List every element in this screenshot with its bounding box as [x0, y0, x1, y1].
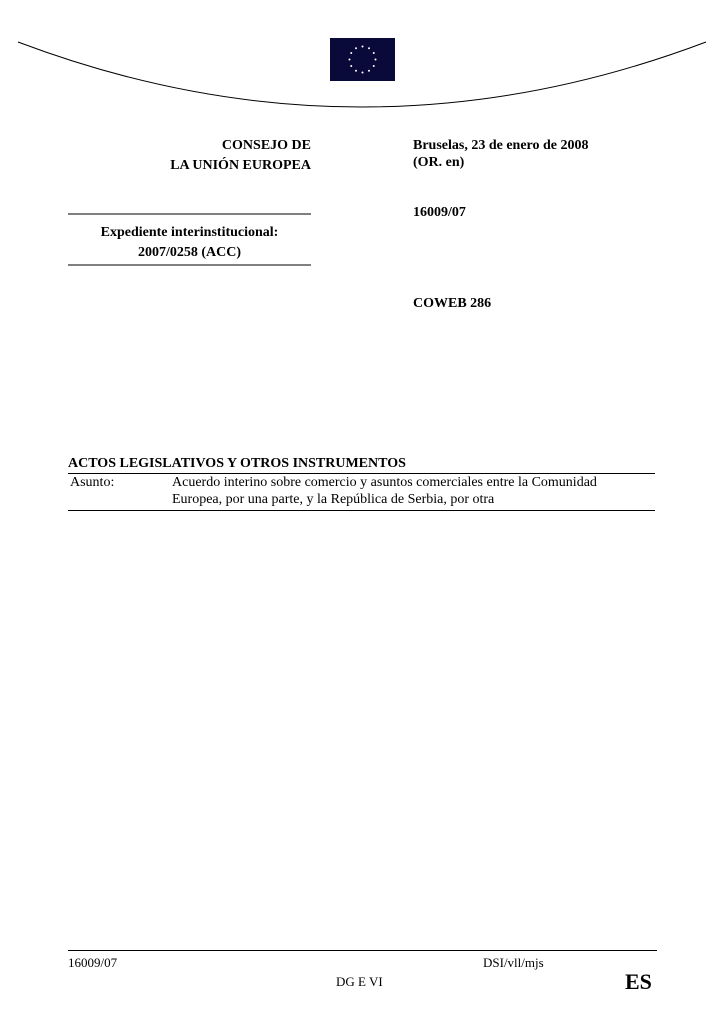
file-label: Expediente interinstitucional: [100, 225, 279, 240]
emblem-star [373, 65, 375, 67]
subject-row [68, 474, 655, 511]
subject-text-line2: Europea, por una parte, y la República de Serbia, por otra [172, 492, 495, 507]
emblem-star [350, 65, 352, 67]
emblem-star [368, 47, 370, 49]
subject-label: Asunto: [70, 475, 115, 490]
document-code: COWEB 286 [413, 296, 492, 311]
emblem-star [355, 47, 357, 49]
footer-language: ES [625, 969, 652, 994]
footer-reference: DSI/vll/mjs [483, 955, 544, 970]
header-curve-decoration [0, 0, 724, 120]
footer-department: DG E VI [336, 974, 383, 989]
original-language: (OR. en) [413, 155, 465, 170]
subject-text [172, 474, 655, 508]
emblem-star [362, 72, 364, 74]
file-value: 2007/0258 (ACC) [137, 245, 242, 260]
place-date: Bruselas, 23 de enero de 2008 [413, 138, 589, 153]
footer-divider [68, 950, 657, 951]
emblem-star [350, 52, 352, 54]
emblem-star [373, 52, 375, 54]
emblem-star [349, 59, 351, 61]
emblem-star [362, 46, 364, 48]
section-title: ACTOS LEGISLATIVOS Y OTROS INSTRUMENTOS [68, 455, 655, 474]
council-name-line2: LA UNIÓN EUROPEA [170, 158, 311, 173]
footer-doc-number: 16009/07 [68, 955, 118, 970]
subject-text-line1: Acuerdo interino sobre comercio y asuntos comerciales entre la Comunidad [172, 475, 597, 490]
eu-flag-emblem [330, 38, 395, 81]
council-name [68, 136, 311, 176]
emblem-star [375, 59, 377, 61]
document-number: 16009/07 [413, 205, 466, 220]
emblem-star [355, 70, 357, 72]
interinstitutional-file-box [68, 213, 311, 266]
emblem-star [368, 70, 370, 72]
council-name-line1: CONSEJO DE [221, 138, 311, 153]
